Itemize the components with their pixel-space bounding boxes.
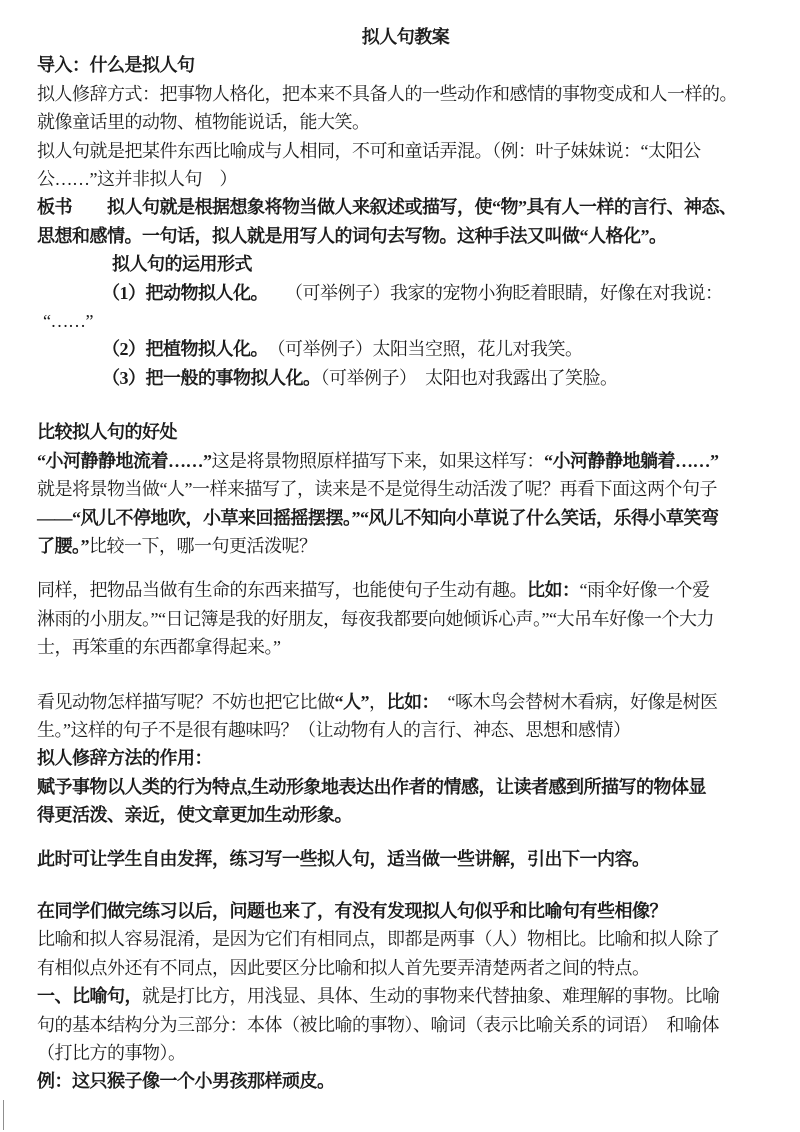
bold-text-run: 比如： [386,691,430,712]
list-item [37,335,774,363]
text-run: ， [369,691,387,712]
text-run: 比喻和拟人容易混淆，是因为它们有相同点，即都是两事（人）物相比。比喻和拟人除了 [37,929,720,950]
text-line [37,605,774,633]
text-line [37,137,774,165]
text-run: （打比方的事物）。 [37,1043,186,1063]
text-line [37,688,774,716]
text-line [37,532,774,560]
text-line [37,845,774,873]
bold-text-run: “小河静静地流着……” [37,450,212,471]
text-line [37,475,774,503]
text-line [37,307,774,335]
text-run: “雨伞好像一个爱 [579,580,710,601]
list-item [37,279,774,307]
text-line [37,897,774,925]
text-line [37,716,774,744]
bold-text-run: 拟人句教案 [361,27,450,47]
text-run: 拟人修辞方式：把事物人格化，把本来不具备人的一些动作和感情的事物变成和人一样的。 [37,83,737,104]
text-line [37,954,774,982]
text-run: 就像童话里的动物、植物能说话，能大笑。 [37,112,370,133]
document-title [37,23,774,51]
text-line [37,108,774,136]
scan-artifact-line [3,1100,4,1130]
bold-text-run: 拟人修辞方法的作用： [37,748,212,769]
list-item [37,364,774,392]
text-line [37,576,774,604]
text-run: 比较一下，哪一句更活泼呢？ [89,535,317,556]
text-line [37,1067,774,1095]
bold-text-run: （2）把植物拟人化。 [102,339,259,360]
bold-text-run: 此时可让学生自由发挥，练习写一些拟人句，适当做一些讲解，引出下一内容。 [37,848,650,869]
bold-text-run: “人” [334,691,369,712]
text-line [37,222,774,250]
text-run: （可举例子）太阳当空照，花儿对我笑。 [259,339,583,360]
text-run: 生。”这样的句子不是很有趣味吗？（让动物有人的言行、神态、思想和感情） [37,719,631,740]
text-line [37,1039,774,1067]
text-run: “……” [43,311,93,332]
text-line [37,504,774,532]
text-run: 拟人句就是把某件东西比喻成与人相同，不可和童话弄混。（例：叶子妹妹说：“太阳公 [37,140,701,161]
text-run: 士，再笨重的东西都拿得起来。” [37,637,281,658]
text-run: 看见动物怎样描写呢？不妨也把它比做 [37,691,335,712]
text-run: （可举例子） 太阳也对我露出了笑脸。 [320,367,618,388]
bold-text-run: “小河静静地躺着……” [544,450,719,471]
bold-text-run: 导入：什么是拟人句 [37,55,195,76]
text-run: 句的基本结构分为三部分：本体（被比喻的事物）、喻词（表示比喻关系的词语） 和喻体 [37,1014,719,1035]
text-line [37,1011,774,1039]
text-run: （可举例子）我家的宠物小狗眨着眼睛，好像在对我说： [259,282,723,303]
text-line [37,80,774,108]
bold-text-run: 一、比喻句， [37,986,142,1007]
section-heading [37,418,774,446]
text-run: 这是将景物照原样描写下来，如果这样写： [211,450,544,471]
text-line [37,165,774,193]
bold-text-run: 思想和感情。一句话，拟人就是用写人的词句去写物。这种手法又叫做“人格化”。 [37,225,667,246]
bold-text-run: 比较拟人句的好处 [37,422,177,443]
section-heading [37,744,774,772]
text-run: 就是打比方，用浅显、具体、生动的事物来代替抽象、难理解的事物。比喻 [142,986,720,1007]
bold-text-run: 了腰。” [37,535,89,556]
text-run: 淋雨的小朋友。”“日记簿是我的好朋友，每夜我都要向她倾诉心声。”“大吊车好像一个大力 [37,608,714,629]
text-run: 就是将景物当做“人”一样来描写了，读来是不是觉得生动活泼了呢？再看下面这两个句子 [37,479,717,500]
text-run: 公……”这并非拟人句 ） [37,169,237,190]
bold-text-run: 赋予事物以人类的行为特点,生动形象地表达出作者的情感，让读者感到所描写的物体显 [37,776,706,797]
text-line [37,801,774,829]
text-line [37,447,774,475]
text-run: 有相似点外还有不同点，因此要区分比喻和拟人首先要弄清楚两者之间的特点。 [37,957,650,978]
bold-text-run: ——“风儿不停地吹，小草来回摇摇摆摆。”“风儿不知向小草说了什么笑话，乐得小草笑弯 [37,507,719,528]
text-run: “啄木鸟会替树木看病，好像是树医 [430,691,718,712]
bold-text-run: （3）把一般的事物拟人化。 [102,367,321,388]
bold-text-run: 在同学们做完练习以后，问题也来了，有没有发现拟人句似乎和比喻句有些相像？ [37,900,667,921]
text-line [37,982,774,1010]
text-line [37,193,774,221]
bold-text-run: （1）把动物拟人化。 [102,282,259,303]
bold-text-run: 得更活泼、亲近，使文章更加生动形象。 [37,805,352,826]
text-line [37,633,774,661]
section-heading [37,51,774,79]
bold-text-run: 拟人句的运用形式 [112,254,252,275]
text-line [37,773,774,801]
text-run: 同样，把物品当做有生命的东西来描写，也能使句子生动有趣。 [37,580,527,601]
sub-heading [37,250,774,278]
text-line [37,925,774,953]
bold-text-run: 板书 拟人句就是根据想象将物当做人来叙述或描写，使“物”具有人一样的言行、神态、 [37,197,737,218]
bold-text-run: 比如： [527,580,580,601]
bold-text-run: 例：这只猴子像一个小男孩那样顽皮。 [37,1071,335,1092]
